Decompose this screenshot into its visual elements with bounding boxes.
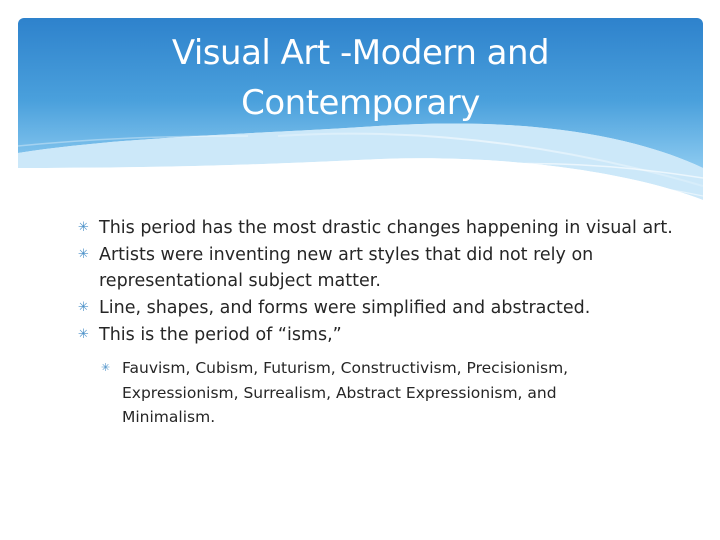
bullet-text: Line, shapes, and forms were simplified and abstracted.	[99, 298, 591, 318]
slide-title-line-2: Contemporary	[241, 83, 480, 123]
bullet-text: This period has the most drastic changes happening in visual art.	[99, 218, 673, 238]
asterisk-bullet-icon: ✳	[78, 247, 89, 262]
slide-title-line-1: Visual Art -Modern and	[171, 33, 550, 73]
sub-bullet-text: Fauvism, Cubism, Futurism, Constructivism, Precisionism, Expressionism, Surrealism, Abstract Expressionism, and Minimalism.	[122, 359, 569, 426]
asterisk-bullet-icon: ✳	[78, 300, 89, 315]
bullet-item	[78, 322, 678, 348]
sub-bullet-item	[101, 356, 622, 430]
slide-content	[78, 215, 678, 430]
asterisk-bullet-icon: ✳	[78, 220, 89, 235]
bullet-item	[78, 295, 678, 321]
bullet-item	[78, 242, 678, 294]
bullet-item	[78, 215, 678, 241]
bullet-text: Artists were inventing new art styles that did not rely on representational subject matter.	[99, 245, 594, 291]
asterisk-bullet-icon: ✳	[101, 361, 111, 374]
bullet-text: This is the period of “isms,”	[99, 325, 342, 345]
slide-title	[18, 28, 703, 128]
asterisk-bullet-icon: ✳	[78, 327, 89, 342]
